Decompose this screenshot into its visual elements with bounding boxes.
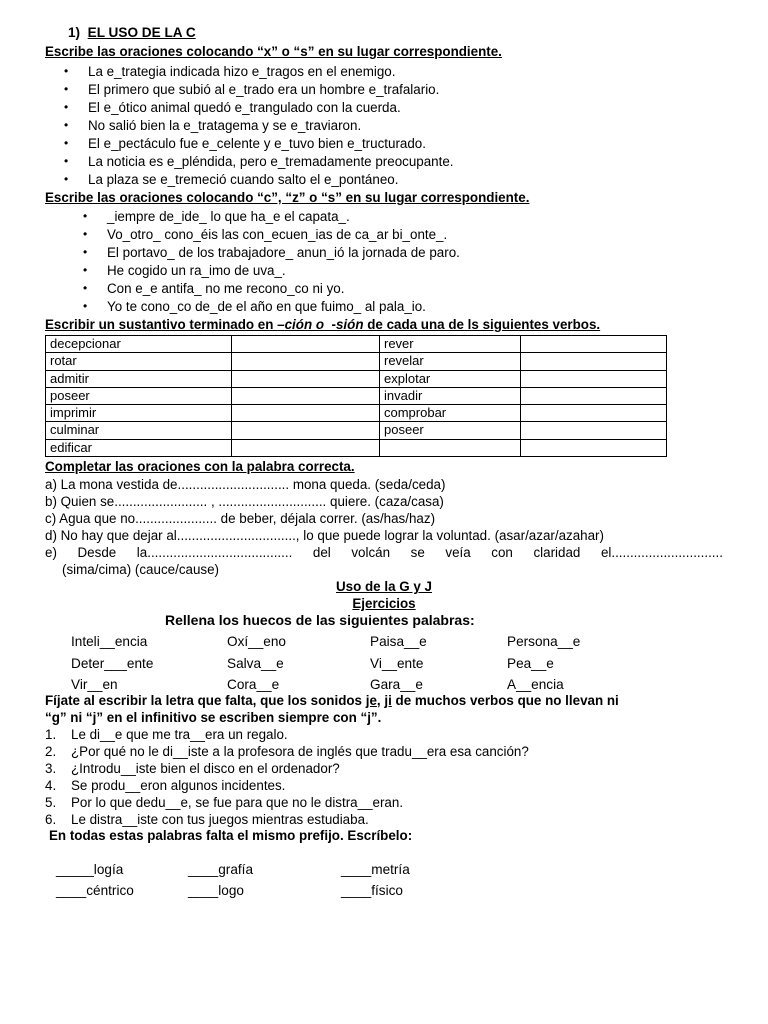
table-row xyxy=(46,370,667,387)
table-row xyxy=(46,439,667,456)
heading-part: – xyxy=(277,317,285,332)
verb-cell: edificar xyxy=(46,439,232,456)
answer-cell[interactable] xyxy=(232,353,380,370)
grid-word: Persona__e xyxy=(507,634,581,649)
grid-word: Gara__e xyxy=(370,677,423,692)
list-item: Le di__e que me tra__era un regalo. xyxy=(71,727,288,742)
grid-word: Pea__e xyxy=(507,656,554,671)
answer-cell[interactable] xyxy=(521,370,667,387)
heading-suffix-cion: ción o xyxy=(284,317,325,332)
answer-cell[interactable] xyxy=(521,422,667,439)
answer-cell[interactable] xyxy=(232,439,380,456)
item-number: 4. xyxy=(45,778,57,793)
section6-heading xyxy=(45,692,619,709)
heading-part: de muchos verbos que no llevan ni xyxy=(391,693,619,708)
grid-word: Inteli__encia xyxy=(71,634,148,649)
verb-cell xyxy=(380,439,521,456)
grid-word: Deter___ente xyxy=(71,656,154,671)
grid-word: Paisa__e xyxy=(370,634,427,649)
prefix-word: _____logía xyxy=(56,862,124,877)
answer-cell[interactable] xyxy=(232,387,380,404)
grid-word: Salva__e xyxy=(227,656,284,671)
answer-cell[interactable] xyxy=(232,405,380,422)
list-item: • He cogido un ra_imo de uva_. xyxy=(107,262,286,280)
word: e) xyxy=(45,545,57,560)
list-item: • Vo_otro_ cono_éis las con_ecuen_ias de ca_ar bi_onte_. xyxy=(107,226,447,244)
word: volcán xyxy=(351,545,391,560)
section2-heading: Escribe las oraciones colocando “c”, “z” o “s” en su lugar correspondiente. xyxy=(45,190,530,205)
list-item: Se produ__eron algunos incidentes. xyxy=(71,778,286,793)
item-number: 3. xyxy=(45,761,57,776)
item-number: 6. xyxy=(45,812,57,827)
verbs-table xyxy=(45,335,667,457)
sentence-item-e xyxy=(45,544,723,561)
word: veía xyxy=(445,545,471,560)
sentence-item: c) Agua que no...................... de beber, déjala correr. (as/has/haz) xyxy=(45,511,436,526)
heading-part: Fíjate al escribir la letra que falta, que los sonidos xyxy=(45,693,366,708)
list-item: Por lo que dedu__e, se fue para que no le distra__eran. xyxy=(71,795,404,810)
answer-cell[interactable] xyxy=(521,387,667,404)
grid-word: A__encia xyxy=(507,677,564,692)
list-item: • _iempre de_ide_ lo que ha_e el capata_. xyxy=(107,208,350,226)
word: Desde xyxy=(77,545,117,560)
table-row xyxy=(46,353,667,370)
verb-cell: explotar xyxy=(380,370,521,387)
verb-cell: rever xyxy=(380,336,521,353)
list-item: ¿Por qué no le di__iste a la profesora de inglés que tradu__era esa canción? xyxy=(71,744,529,759)
page-title xyxy=(68,24,196,41)
list-item: • No salió bien la e_tratagema y se e_traviaron. xyxy=(88,117,361,135)
word: claridad xyxy=(533,545,581,560)
item-number: 1. xyxy=(45,727,57,742)
prefix-word: ____céntrico xyxy=(56,883,134,898)
prefix-word: ____físico xyxy=(341,883,403,898)
heading-part: , xyxy=(376,693,385,708)
word: la....................................... xyxy=(136,545,293,560)
grid-word: Vi__ente xyxy=(370,656,424,671)
table-row xyxy=(46,422,667,439)
list-item: • El portavo_ de los trabajadore_ anun_ió la jornada de paro. xyxy=(107,244,460,262)
verb-cell: revelar xyxy=(380,353,521,370)
item-number: 5. xyxy=(45,795,57,810)
table-row xyxy=(46,336,667,353)
verb-cell: culminar xyxy=(46,422,232,439)
section5-heading: Rellena los huecos de las siguientes palabras: xyxy=(165,612,475,628)
prefix-word: ____metría xyxy=(341,862,410,877)
list-item: • El primero que subió al e_trado era un hombre e_trafalario. xyxy=(88,81,439,99)
list-item: ¿Introdu__iste bien el disco en el ordenador? xyxy=(71,761,340,776)
prefix-word: ____grafía xyxy=(188,862,254,877)
answer-cell[interactable] xyxy=(232,422,380,439)
word: con xyxy=(491,545,513,560)
heading-part: de cada una de ls siguientes verbos. xyxy=(363,317,601,332)
verb-cell: rotar xyxy=(46,353,232,370)
sentence-item: d) No hay que dejar al................................, lo que puede lograr la voluntad. (asar/azar/azahar) xyxy=(45,528,604,543)
list-item: • Con e_e antifa_ no me recono_co ni yo. xyxy=(107,280,344,298)
sound-je: je xyxy=(365,693,377,708)
word: del xyxy=(312,545,331,560)
section5-title: Uso de la G y J xyxy=(335,579,432,594)
section1-heading: Escribe las oraciones colocando “x” o “s” en su lugar correspondiente. xyxy=(45,44,502,59)
answer-cell[interactable] xyxy=(521,353,667,370)
sentence-item-e-cont: (sima/cima) (cauce/cause) xyxy=(62,562,220,577)
table-row xyxy=(46,405,667,422)
answer-cell[interactable] xyxy=(521,439,667,456)
word: el.............................. xyxy=(600,545,723,560)
title-text: EL USO DE LA C xyxy=(87,25,196,40)
grid-word: Cora__e xyxy=(227,677,280,692)
verb-cell: poseer xyxy=(46,387,232,404)
list-item: • Yo te cono_co de_de el año en que fuimo_ al pala_io. xyxy=(107,298,426,316)
sentence-item: a) La mona vestida de.............................. mona queda. (seda/ceda) xyxy=(45,477,446,492)
item-number: 2. xyxy=(45,744,57,759)
list-item: • El e_pectáculo fue e_celente y e_tuvo bien e_tructurado. xyxy=(88,135,426,153)
section6-heading-line2: “g” ni “j” en el infinitivo se escriben siempre con “j”. xyxy=(45,710,382,725)
verb-cell: invadir xyxy=(380,387,521,404)
list-item: • La e_trategia indicada hizo e_tragos en el enemigo. xyxy=(88,63,395,81)
list-item: • La plaza se e_tremeció cuando salto el e_pontáneo. xyxy=(88,171,398,189)
sentence-item: b) Quien se......................... , ............................. quiere. (caza/casa) xyxy=(45,494,444,509)
prefix-word: ____logo xyxy=(188,883,244,898)
verb-cell: imprimir xyxy=(46,405,232,422)
heading-suffix-sion: sión xyxy=(335,317,364,332)
heading-part: Escribir un sustantivo terminado en xyxy=(45,317,278,332)
verb-cell: comprobar xyxy=(380,405,521,422)
answer-cell[interactable] xyxy=(232,370,380,387)
heading-part: - xyxy=(331,317,336,332)
answer-cell[interactable] xyxy=(521,405,667,422)
verb-cell: admitir xyxy=(46,370,232,387)
list-item: • El e_ótico animal quedó e_trangulado con la cuerda. xyxy=(88,99,401,117)
list-item: Le distra__iste con tus juegos mientras estudiaba. xyxy=(71,812,369,827)
table-row xyxy=(46,387,667,404)
answer-cell[interactable] xyxy=(521,336,667,353)
sound-ji: ji xyxy=(384,693,392,708)
section7-heading: En todas estas palabras falta el mismo prefijo. Escríbelo: xyxy=(49,828,413,843)
verb-cell: poseer xyxy=(380,422,521,439)
answer-cell[interactable] xyxy=(232,336,380,353)
grid-word: Vir__en xyxy=(71,677,118,692)
list-item: • La noticia es e_pléndida, pero e_tremadamente preocupante. xyxy=(88,153,454,171)
verb-cell: decepcionar xyxy=(46,336,232,353)
section5-subtitle: Ejercicios xyxy=(352,596,416,611)
section3-heading xyxy=(45,316,600,333)
section4-heading: Completar las oraciones con la palabra correcta. xyxy=(45,459,355,474)
title-number: 1) xyxy=(68,25,81,40)
grid-word: Oxí__eno xyxy=(227,634,286,649)
word: se xyxy=(410,545,425,560)
